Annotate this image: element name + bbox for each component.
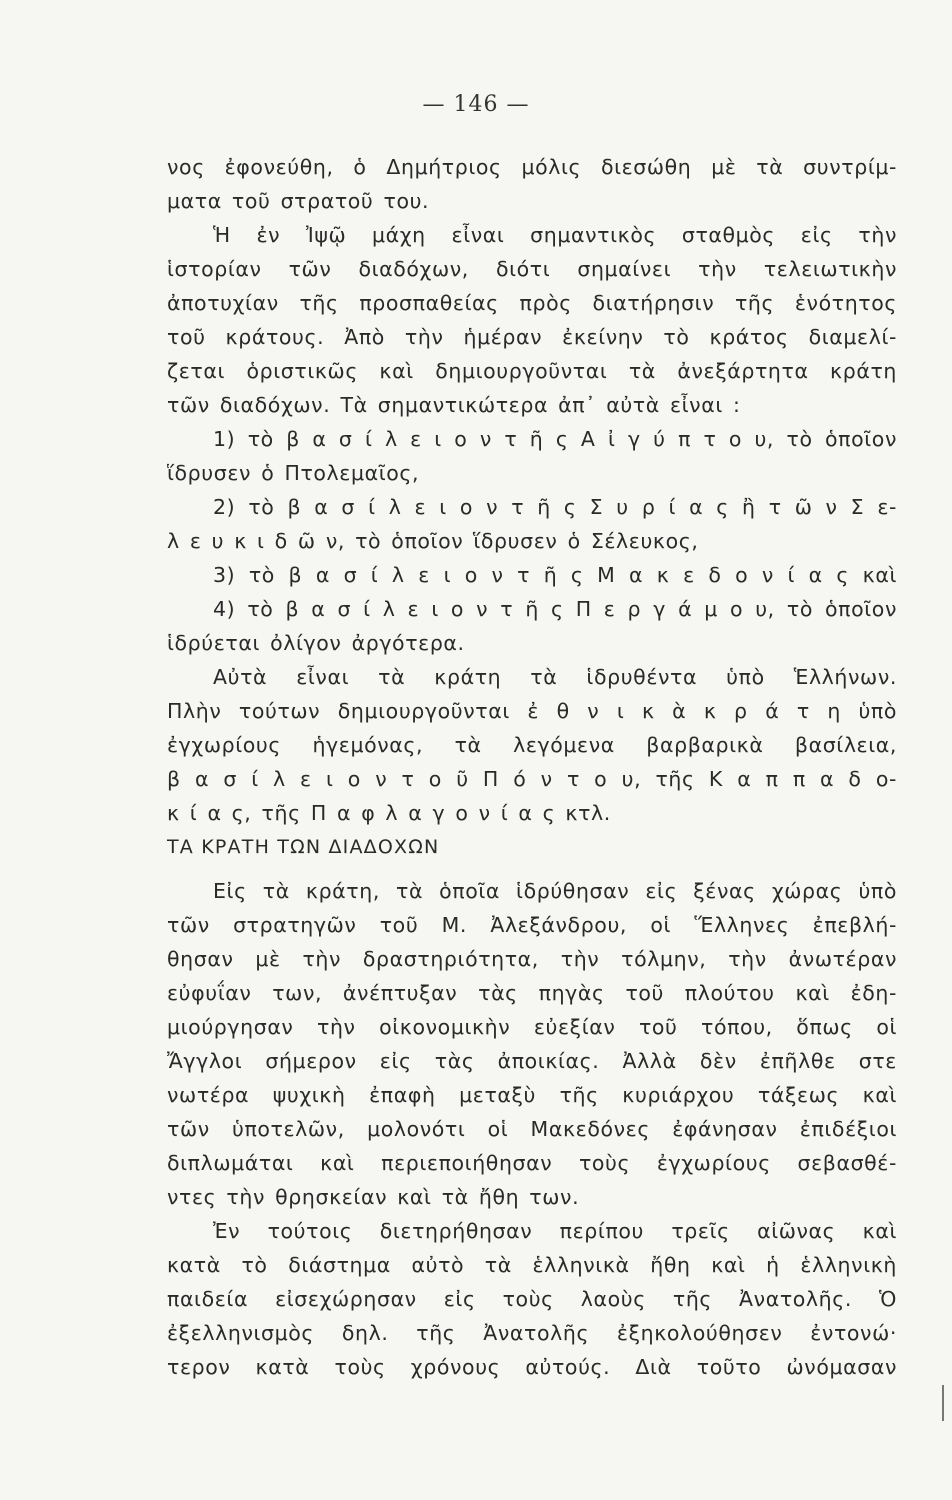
text-line: τοῦ κράτους. Ἀπὸ τὴν ἡμέραν ἐκείνην τὸ κράτος διαμελί- (167, 325, 897, 349)
list-item-line: 1) τὸ β α σ ί λ ε ι ο ν τ ῆ ς Α ἰ γ ύ π τ ο υ, τὸ ὁποῖον (213, 427, 897, 451)
text-line: ἱδρύεται ὀλίγον ἀργότερα. (167, 631, 465, 655)
text-line: παιδεία εἰσεχώρησαν εἰς τοὺς λαοὺς τῆς Ἀνατολῆς. Ὁ (167, 1287, 897, 1311)
text-line: Εἰς τὰ κράτη, τὰ ὁποῖα ἱδρύθησαν εἰς ξένας χώρας ὑπὸ (213, 879, 897, 903)
text-line: λ ε υ κ ι δ ῶ ν, τὸ ὁποῖον ἵδρυσεν ὁ Σέλευκος, (167, 529, 699, 553)
page-number: — 146 — (422, 92, 530, 117)
text-line: θησαν μὲ τὴν δραστηριότητα, τὴν τόλμην, τὴν ἀνωτέραν (167, 947, 897, 971)
text-line: εὐφυΐαν των, ἀνέπτυξαν τὰς πηγὰς τοῦ πλούτου καὶ ἐδη- (167, 981, 897, 1005)
text-line: ματα τοῦ στρατοῦ του. (167, 189, 430, 213)
text-line: Ἡ ἐν Ἰψῷ μάχη εἶναι σημαντικὸς σταθμὸς εἰς τὴν (213, 223, 897, 247)
text-line: ἐξελληνισμὸς δηλ. τῆς Ἀνατολῆς ἐξηκολούθησεν ἐντονώ· (167, 1321, 897, 1345)
text-line: διπλωμάται καὶ περιεποιήθησαν τοὺς ἐγχωρίους σεβασθέ- (167, 1151, 897, 1175)
text-line: Ἐν τούτοις διετηρήθησαν περίπου τρεῖς αἰῶνας καὶ (213, 1219, 897, 1243)
text-line: ντες τὴν θρησκείαν καὶ τὰ ἤθη των. (167, 1185, 580, 1209)
text-line: κατὰ τὸ διάστημα αὐτὸ τὰ ἑλληνικὰ ἤθη καὶ ἡ ἑλληνικὴ (167, 1253, 897, 1277)
text-line: ζεται ὁριστικῶς καὶ δημιουργοῦνται τὰ ἀνεξάρτητα κράτη (167, 359, 897, 383)
text-line: β α σ ί λ ε ι ο ν τ ο ῦ Π ό ν τ ο υ, τῆς Κ α π π α δ ο- (167, 767, 897, 791)
text-line: Πλὴν τούτων δημιουργοῦνται ἐ θ ν ι κ ὰ κ ρ ά τ η ὑπὸ (167, 699, 897, 723)
list-item-line: 4) τὸ β α σ ί λ ε ι ο ν τ ῆ ς Π ε ρ γ ά μ ο υ, τὸ ὁποῖον (213, 597, 897, 621)
list-item-line: 3) τὸ β α σ ί λ ε ι ο ν τ ῆ ς Μ α κ ε δ ο ν ί α ς καὶ (213, 563, 897, 587)
text-line: Ἄγγλοι σήμερον εἰς τὰς ἀποικίας. Ἀλλὰ δὲν ἐπῆλθε στε (167, 1049, 897, 1073)
text-line: ἵδρυσεν ὁ Πτολεμαῖος, (167, 461, 420, 485)
text-line: τῶν διαδόχων. Τὰ σημαντικώτερα ἀπ᾿ αὐτὰ εἶναι : (167, 393, 741, 417)
text-line: νωτέρα ψυχικὴ ἐπαφὴ μεταξὺ τῆς κυριάρχου τάξεως καὶ (167, 1083, 897, 1107)
text-line: ἱστορίαν τῶν διαδόχων, διότι σημαίνει τὴν τελειωτικὴν (167, 257, 897, 281)
text-line: ἐγχωρίους ἡγεμόνας, τὰ λεγόμενα βαρβαρικὰ βασίλεια, (167, 733, 897, 757)
text-line: ἀποτυχίαν τῆς προσπαθείας πρὸς διατήρησιν τῆς ἑνότητος (167, 291, 897, 315)
margin-mark (942, 1385, 944, 1421)
text-line: μιούργησαν τὴν οἰκονομικὴν εὐεξίαν τοῦ τόπου, ὅπως οἱ (167, 1015, 897, 1039)
text-line: νος ἐφονεύθη, ὁ Δημήτριος μόλις διεσώθη μὲ τὰ συντρίμ- (167, 155, 897, 179)
text-line: κ ί α ς, τῆς Π α φ λ α γ ο ν ί α ς κτλ. (167, 801, 611, 825)
list-item-line: 2) τὸ β α σ ί λ ε ι ο ν τ ῆ ς Σ υ ρ ί α ς ἢ τ ῶ ν Σ ε- (213, 495, 897, 519)
text-line: τῶν ὑποτελῶν, μολονότι οἱ Μακεδόνες ἐφάνησαν ἐπιδέξιοι (167, 1117, 897, 1141)
text-line: τῶν στρατηγῶν τοῦ Μ. Ἀλεξάνδρου, οἱ Ἕλληνες ἐπεβλή- (167, 913, 897, 937)
section-heading: ΤΑ ΚΡΑΤΗ ΤΩΝ ΔΙΑΔΟΧΩΝ (167, 836, 440, 858)
text-line: τερον κατὰ τοὺς χρόνους αὐτούς. Διὰ τοῦτο ὠνόμασαν (167, 1355, 897, 1379)
text-line: Αὐτὰ εἶναι τὰ κράτη τὰ ἱδρυθέντα ὑπὸ Ἑλλήνων. (213, 665, 897, 689)
